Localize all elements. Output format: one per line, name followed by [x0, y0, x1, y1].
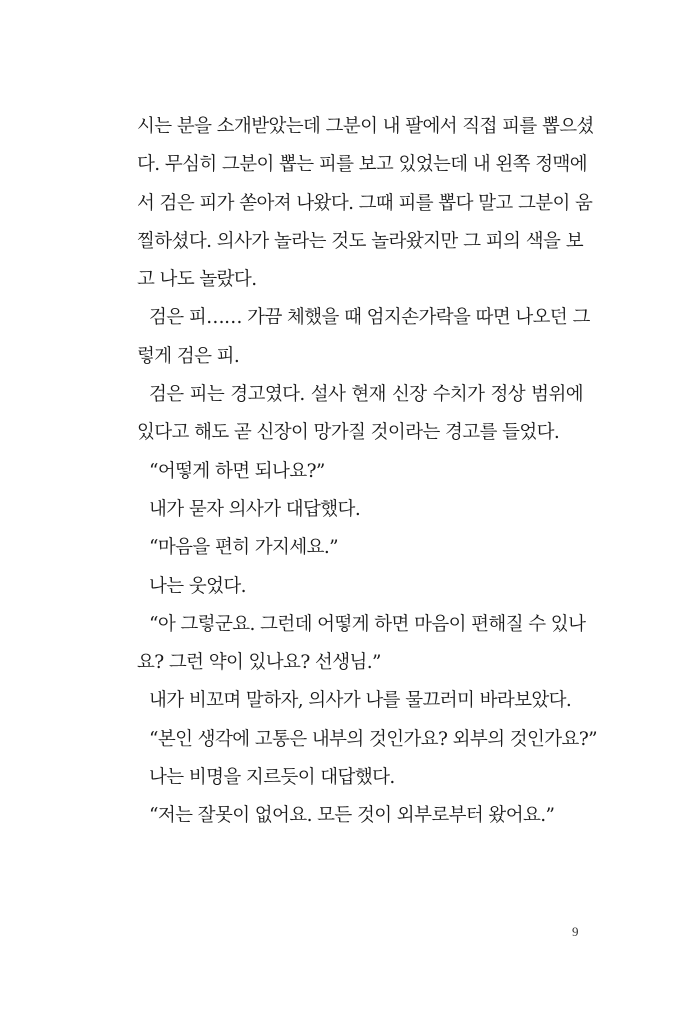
body-text: [137, 108, 598, 836]
text-line: 나는 비명을 지르듯이 대답했다.: [149, 767, 395, 789]
text-line: 나는 웃었다.: [149, 575, 246, 597]
text-line: 찔하셨다. 의사가 놀라는 것도 놀라왔지만 그 피의 색을 보: [137, 230, 583, 252]
text-line: 있다고 해도 곧 신장이 망가질 것이라는 경고를 들었다.: [137, 422, 560, 444]
dialogue-line: “본인 생각에 고통은 내부의 것인가요? 외부의 것인가요?”: [149, 728, 598, 750]
text-line: 고 나도 놀랐다.: [137, 269, 257, 291]
text-line: 검은 피는 경고였다. 설사 현재 신장 수치가 정상 범위에: [149, 384, 583, 406]
dialogue-line: “마음을 편히 가지세요.”: [149, 537, 338, 559]
text-line: 서 검은 피가 쏟아져 나왔다. 그때 피를 뽑다 말고 그분이 움: [137, 192, 593, 214]
text-line: 내가 묻자 의사가 대답했다.: [149, 498, 361, 520]
page-number: 9: [572, 924, 579, 939]
dialogue-line: “어떻게 하면 되나요?”: [149, 460, 325, 482]
text-line: 시는 분을 소개받았는데 그분이 내 팔에서 직접 피를 뽑으셨: [137, 116, 594, 137]
text-line: 내가 비꼬며 말하자, 의사가 나를 물끄러미 바라보았다.: [149, 690, 572, 712]
text-line: 렇게 검은 피.: [137, 345, 240, 367]
dialogue-line: 요? 그런 약이 있나요? 선생님.”: [137, 652, 381, 674]
dialogue-line: “저는 잘못이 없어요. 모든 것이 외부로부터 왔어요.”: [149, 805, 555, 827]
text-line: 검은 피…… 가끔 체했을 때 엄지손가락을 따면 나오던 그: [149, 307, 590, 329]
dialogue-line: “아 그렇군요. 그런데 어떻게 하면 마음이 편해질 수 있나: [149, 613, 586, 635]
text-line: 다. 무심히 그분이 뽑는 피를 보고 있었는데 내 왼쪽 정맥에: [137, 154, 588, 176]
